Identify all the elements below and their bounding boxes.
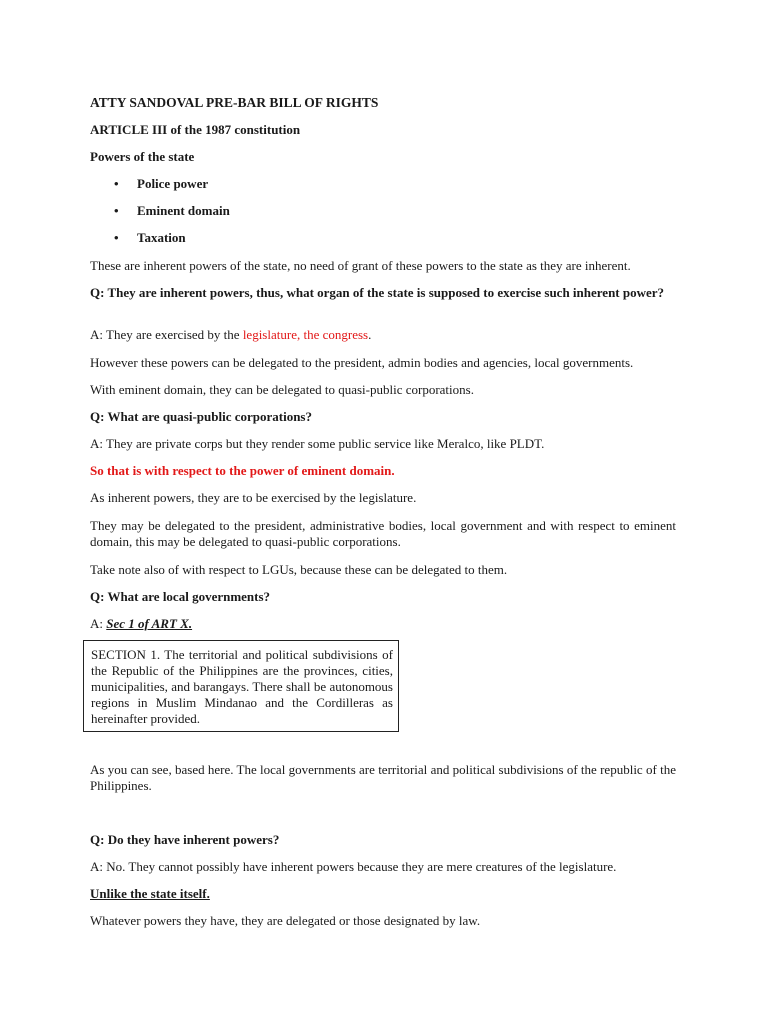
red-note-eminent-domain: So that is with respect to the power of eminent domain. xyxy=(90,463,395,478)
paragraph-as-you-can-see: As you can see, based here. The local governments are territorial and political subdivisions of the republic of the Philippines. xyxy=(90,762,676,793)
powers-heading: Powers of the state xyxy=(90,149,195,164)
answer-prefix: A: xyxy=(90,616,107,631)
article-heading: ARTICLE III of the 1987 constitution xyxy=(90,122,301,137)
bullet-police-power: Police power xyxy=(137,176,209,191)
answer-inherent-powers: A: No. They cannot possibly have inherent powers because they are mere creatures of the legislature. xyxy=(90,859,617,874)
bullet-marker: • xyxy=(114,230,119,245)
bullet-marker: • xyxy=(114,176,119,191)
answer-organ-highlight: legislature, the congress xyxy=(242,327,369,342)
unlike-state-heading: Unlike the state itself. xyxy=(90,886,210,901)
section-reference: Sec 1 of ART X. xyxy=(106,616,193,631)
bullet-eminent-domain: Eminent domain xyxy=(137,203,230,218)
paragraph-whatever-powers: Whatever powers they have, they are delegated or those designated by law. xyxy=(90,913,481,928)
paragraph-as-inherent: As inherent powers, they are to be exercised by the legislature. xyxy=(90,490,417,505)
answer-organ-suffix: . xyxy=(368,327,372,342)
paragraph-eminent-domain: With eminent domain, they can be delegated to quasi-public corporations. xyxy=(90,382,474,397)
paragraph-lgus: Take note also of with respect to LGUs, because these can be delegated to them. xyxy=(90,562,508,577)
answer-organ-prefix: A: They are exercised by the xyxy=(90,327,243,342)
answer-local-governments xyxy=(90,616,192,632)
answer-organ xyxy=(90,327,371,343)
bullet-taxation: Taxation xyxy=(137,230,186,245)
question-quasi-public: Q: What are quasi-public corporations? xyxy=(90,409,312,424)
document-title: ATTY SANDOVAL PRE-BAR BILL OF RIGHTS xyxy=(90,95,379,110)
question-local-governments: Q: What are local governments? xyxy=(90,589,271,604)
section-quote-box xyxy=(83,640,399,732)
bullet-marker: • xyxy=(114,203,119,218)
paragraph-may-be-delegated: They may be delegated to the president, administrative bodies, local government and with respect to eminent domain, this may be delegated to quasi-public corporations. xyxy=(90,518,676,549)
paragraph-delegated: However these powers can be delegated to the president, admin bodies and agencies, local governments. xyxy=(90,355,634,370)
question-organ: Q: They are inherent powers, thus, what organ of the state is supposed to exercise such inherent power? xyxy=(90,285,665,300)
paragraph-inherent: These are inherent powers of the state, no need of grant of these powers to the state as they are inherent. xyxy=(90,258,631,273)
question-inherent-powers: Q: Do they have inherent powers? xyxy=(90,832,280,847)
section-quote-text: SECTION 1. The territorial and political subdivisions of the Republic of the Philippines are the provinces, cities, municipalities, and barangays. There shall be autonomous regions in Muslim Mindanao and the Cordilleras as hereinafter provided. xyxy=(91,647,393,726)
answer-quasi-public: A: They are private corps but they render some public service like Meralco, like PLDT. xyxy=(90,436,545,451)
